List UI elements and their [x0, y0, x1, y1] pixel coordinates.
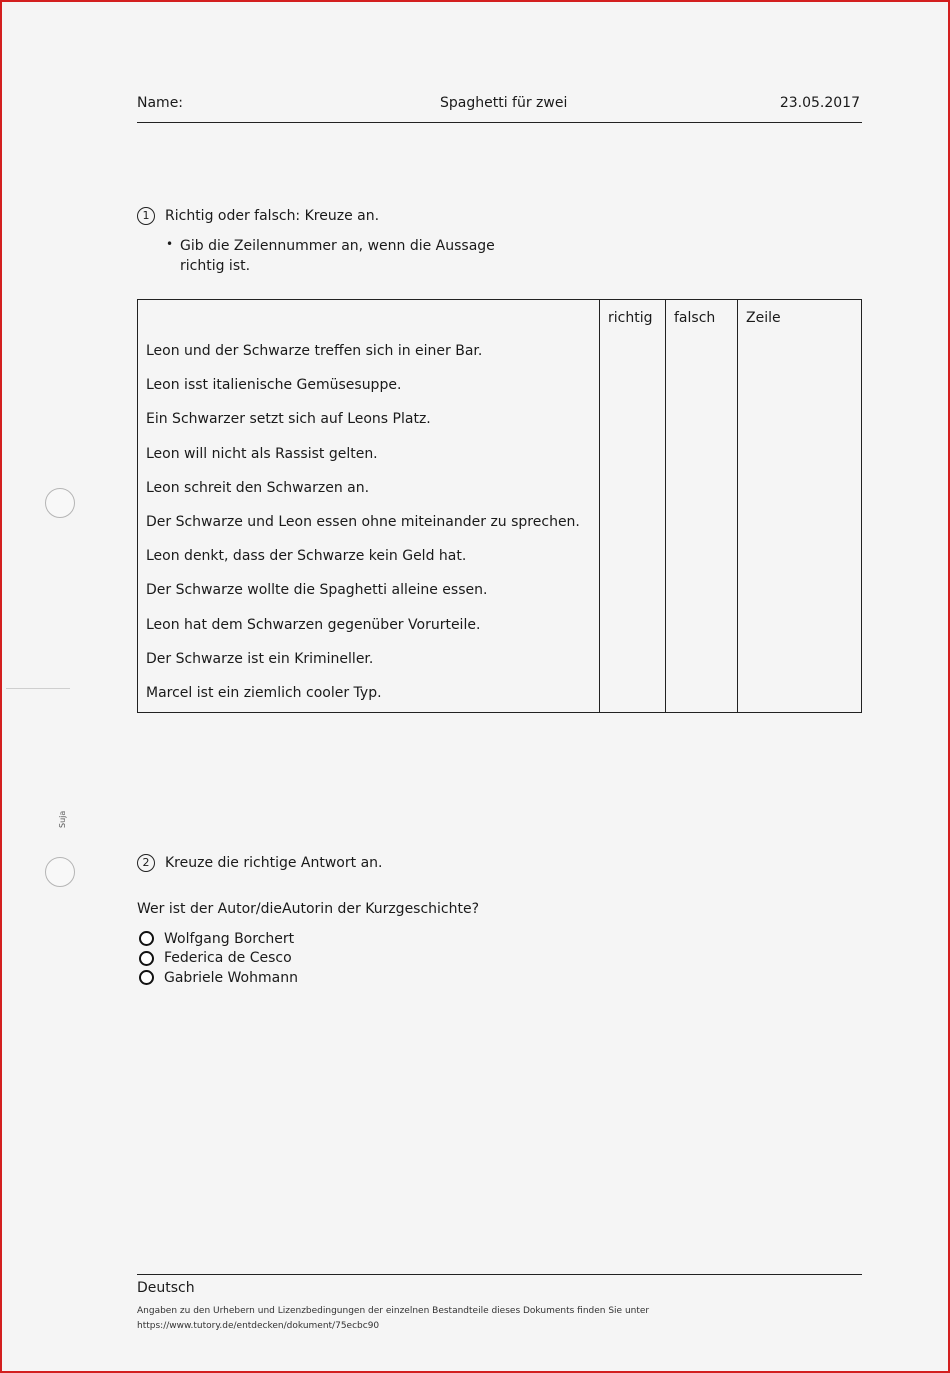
statement-row: Der Schwarze und Leon essen ohne miteinander zu sprechen.	[146, 513, 580, 530]
statement-row: Leon und der Schwarze treffen sich in einer Bar.	[146, 343, 483, 359]
radio-circle-icon[interactable]	[139, 951, 154, 966]
answer-options	[139, 929, 298, 988]
footer-license-link[interactable]: https://www.tutory.de/entdecken/dokument/75ecbc90	[137, 1321, 380, 1331]
statement-row: Der Schwarze wollte die Spaghetti alleine essen.	[146, 582, 488, 599]
radio-circle-icon[interactable]	[139, 970, 154, 985]
column-header-falsch: falsch	[674, 310, 716, 326]
radio-circle-icon[interactable]	[139, 931, 154, 946]
statement-row: Leon hat dem Schwarzen gegenüber Vorurteile.	[146, 616, 481, 633]
column-zeile[interactable]	[738, 300, 862, 713]
column-header-zeile: Zeile	[746, 310, 781, 326]
statement-row: Leon denkt, dass der Schwarze kein Geld hat.	[146, 548, 467, 565]
fold-mark	[6, 688, 70, 689]
footer-subject: Deutsch	[137, 1280, 195, 1296]
footer-license-text: Angaben zu den Urhebern und Lizenzbedingungen der einzelnen Bestandteile dieses Dokuments finden Sie unter	[137, 1306, 650, 1316]
answer-option[interactable]	[139, 949, 298, 969]
true-false-table	[137, 299, 862, 713]
answer-option-label: Federica de Cesco	[164, 950, 292, 967]
task1-number-badge: 1	[137, 207, 155, 225]
task2-number-badge: 2	[137, 854, 155, 872]
name-label: Name:	[137, 95, 184, 111]
answer-option[interactable]	[139, 929, 298, 949]
task2-question: Wer ist der Autor/dieAutorin der Kurzgeschichte?	[137, 901, 480, 917]
statements-column	[138, 300, 600, 713]
statement-row: Marcel ist ein ziemlich cooler Typ.	[146, 684, 382, 701]
answer-option-label: Gabriele Wohmann	[164, 969, 298, 986]
statement-row: Leon will nicht als Rassist gelten.	[146, 445, 378, 462]
bullet-icon: •	[166, 237, 174, 251]
task1-bullet-text: Gib die Zeilennummer an, wenn die Aussage richtig ist.	[180, 238, 495, 274]
worksheet-title: Spaghetti für zwei	[440, 95, 568, 111]
footer-divider	[137, 1274, 862, 1275]
header-divider	[137, 122, 862, 123]
statement-row: Leon isst italienische Gemüsesuppe.	[146, 377, 402, 394]
worksheet-date: 23.05.2017	[779, 95, 860, 111]
statement-row: Leon schreit den Schwarzen an.	[146, 479, 370, 496]
punch-hole-mark	[45, 857, 75, 887]
column-richtig[interactable]	[600, 300, 666, 713]
column-header-richtig: richtig	[608, 310, 653, 326]
statement-row: Der Schwarze ist ein Krimineller.	[146, 650, 374, 667]
author-label: Suja	[58, 810, 67, 828]
answer-option-label: Wolfgang Borchert	[164, 930, 295, 947]
statement-row: Ein Schwarzer setzt sich auf Leons Platz.	[146, 411, 431, 428]
column-falsch[interactable]	[666, 300, 738, 713]
answer-option[interactable]	[139, 968, 298, 988]
task1-instruction: Richtig oder falsch: Kreuze an.	[165, 208, 380, 224]
punch-hole-mark	[45, 488, 75, 518]
task2-instruction: Kreuze die richtige Antwort an.	[165, 855, 383, 871]
